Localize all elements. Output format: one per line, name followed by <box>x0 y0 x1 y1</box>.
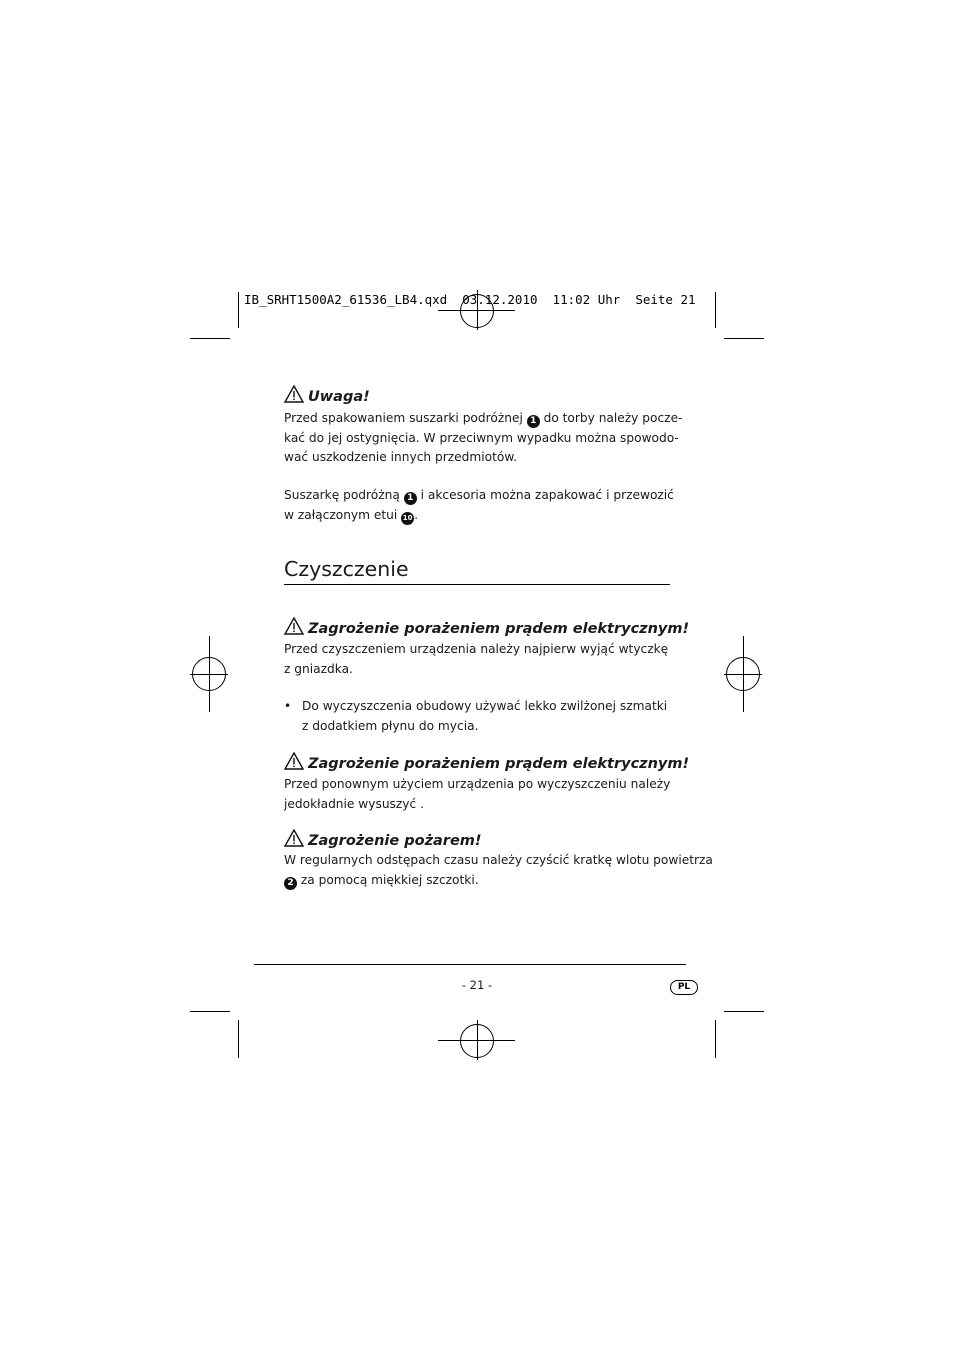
warning-triangle-icon <box>284 385 304 403</box>
text-line: Przed ponownym użyciem urządzenia po wyczyszczeniu należy <box>284 777 671 791</box>
text-span: do torby należy pocze- <box>539 411 683 425</box>
text-line: W regularnych odstępach czasu należy czyścić kratkę wlotu powietrza <box>284 853 713 867</box>
text-span: Suszarkę podróżną <box>284 488 404 502</box>
warning-heading <box>284 829 482 849</box>
warning-title: Zagrożenie pożarem! <box>308 833 482 849</box>
warning-triangle-icon <box>284 829 304 847</box>
warning-heading <box>284 617 689 637</box>
text-span: i akcesoria można zapakować i przewozić <box>416 488 674 502</box>
print-slug: IB_SRHT1500A2_61536_LB4.qxd 03.12.2010 11:02 Uhr Seite 21 <box>244 292 696 307</box>
text-line: z gniazdka. <box>284 661 353 676</box>
warning-title: Uwaga! <box>308 389 370 405</box>
text-span: za pomocą miękkiej szczotki. <box>297 872 479 887</box>
paragraph <box>284 486 679 525</box>
text-span: Przed spakowaniem suszarki podróżnej <box>284 411 527 425</box>
part-number-badge: 1 <box>527 415 540 428</box>
footer-divider <box>254 964 686 965</box>
text-line <box>284 871 679 891</box>
warning-text <box>284 851 713 890</box>
warning-text <box>284 775 679 814</box>
part-number-badge: 2 <box>284 877 297 890</box>
section-title: Czyszczenie <box>284 557 409 581</box>
warning-heading <box>284 752 689 772</box>
part-number-badge: 10 <box>401 512 414 525</box>
text-line: jedokładnie wysuszyć . <box>284 796 424 811</box>
bullet-marker: • <box>284 699 292 713</box>
text-span: . <box>414 507 419 522</box>
language-badge: PL <box>670 980 698 995</box>
text-span: w załączonym etui <box>284 507 402 522</box>
text-line: kać do jej ostygnięcia. W przeciwnym wypadku można spowodo- <box>284 430 679 445</box>
warning-triangle-icon <box>284 617 304 635</box>
page-number: - 21 - <box>461 978 493 992</box>
warning-title: Zagrożenie porażeniem prądem elektrycznym! <box>308 621 690 637</box>
text-line <box>284 409 683 429</box>
text-line <box>284 486 679 506</box>
warning-triangle-icon <box>284 752 304 770</box>
warning-heading <box>284 385 370 405</box>
text-line: z dodatkiem płynu do mycia. <box>302 718 479 733</box>
text-line: wać uszkodzenie innych przedmiotów. <box>284 450 518 465</box>
part-number-badge: 1 <box>404 492 417 505</box>
text-line: Przed czyszczeniem urządzenia należy najpierw wyjąć wtyczkę <box>284 642 669 656</box>
warning-title: Zagrożenie porażeniem prądem elektrycznym! <box>308 756 690 772</box>
text-line: Do wyczyszczenia obudowy używać lekko zwilżonej szmatki <box>302 699 668 713</box>
bullet-text <box>302 697 697 736</box>
warning-text <box>284 640 679 679</box>
warning-text <box>284 409 683 468</box>
section-divider <box>284 584 670 585</box>
text-line <box>284 506 679 526</box>
